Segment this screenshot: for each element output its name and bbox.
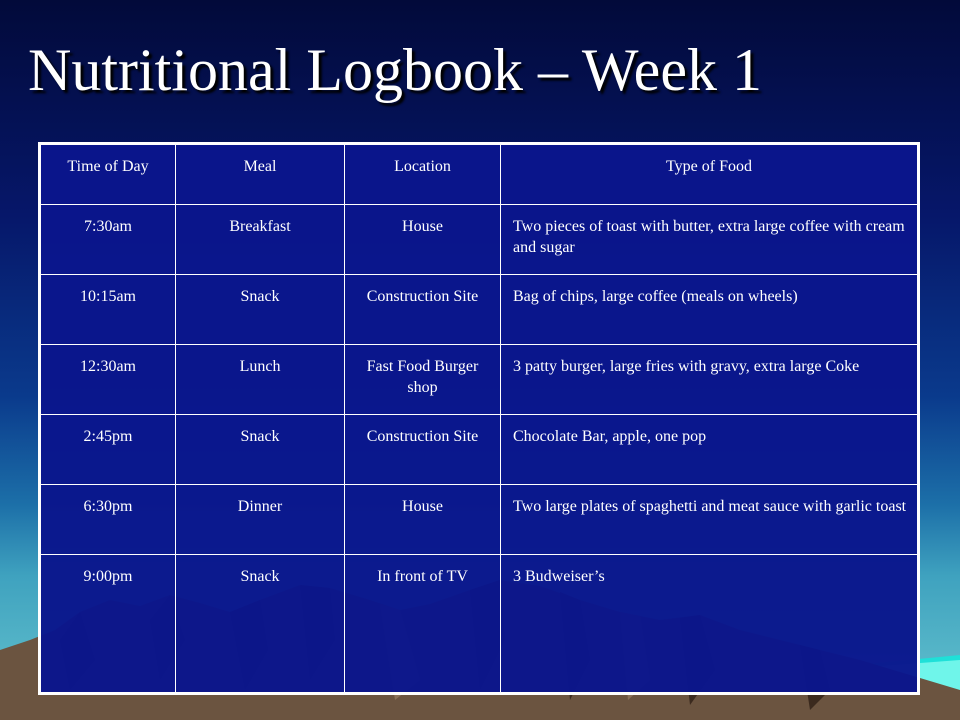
nutrition-log-table: [38, 142, 920, 695]
table-row: [40, 275, 919, 345]
table-row: [40, 345, 919, 415]
cell-food: Bag of chips, large coffee (meals on wheels): [501, 275, 919, 345]
header-time-of-day: Time of Day: [40, 144, 176, 205]
cell-food: 3 Budweiser’s: [501, 555, 919, 694]
cell-meal: Lunch: [176, 345, 345, 415]
header-type-of-food: Type of Food: [501, 144, 919, 205]
cell-location: House: [345, 485, 501, 555]
cell-meal: Breakfast: [176, 205, 345, 275]
cell-location: Fast Food Burger shop: [345, 345, 501, 415]
table-header-row: [40, 144, 919, 205]
cell-meal: Dinner: [176, 485, 345, 555]
table-row: [40, 205, 919, 275]
cell-time: 2:45pm: [40, 415, 176, 485]
cell-food: Two large plates of spaghetti and meat sauce with garlic toast: [501, 485, 919, 555]
table-row: [40, 415, 919, 485]
cell-time: 7:30am: [40, 205, 176, 275]
table-row: [40, 555, 919, 694]
cell-meal: Snack: [176, 555, 345, 694]
cell-time: 9:00pm: [40, 555, 176, 694]
cell-location: Construction Site: [345, 275, 501, 345]
cell-location: In front of TV: [345, 555, 501, 694]
cell-food: 3 patty burger, large fries with gravy, extra large Coke: [501, 345, 919, 415]
cell-food: Chocolate Bar, apple, one pop: [501, 415, 919, 485]
cell-meal: Snack: [176, 415, 345, 485]
cell-time: 10:15am: [40, 275, 176, 345]
cell-food: Two pieces of toast with butter, extra large coffee with cream and sugar: [501, 205, 919, 275]
cell-time: 6:30pm: [40, 485, 176, 555]
header-location: Location: [345, 144, 501, 205]
cell-location: House: [345, 205, 501, 275]
slide-title: Nutritional Logbook – Week 1: [28, 37, 762, 103]
cell-meal: Snack: [176, 275, 345, 345]
cell-location: Construction Site: [345, 415, 501, 485]
cell-time: 12:30am: [40, 345, 176, 415]
table-row: [40, 485, 919, 555]
header-meal: Meal: [176, 144, 345, 205]
